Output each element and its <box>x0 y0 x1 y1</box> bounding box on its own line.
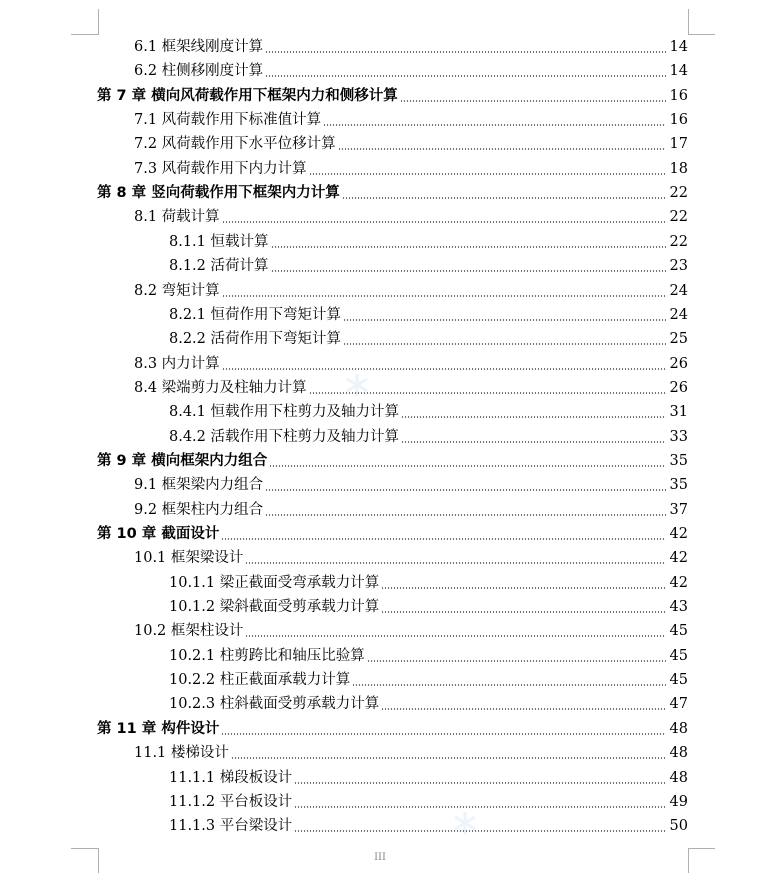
toc-dot-leader <box>245 635 666 637</box>
toc-page-number: 26 <box>669 379 688 396</box>
toc-subsection-entry[interactable] <box>169 570 688 592</box>
toc-chapter-entry[interactable] <box>97 716 688 738</box>
toc-entry-title: 6.1 框架线刚度计算 <box>134 39 264 55</box>
toc-page-number: 47 <box>669 696 688 713</box>
toc-page-number: 22 <box>669 209 688 226</box>
toc-page-number: 42 <box>669 526 688 542</box>
toc-entry-title: 7.2 风荷载作用下水平位移计算 <box>134 136 336 153</box>
toc-dot-leader <box>294 806 666 808</box>
toc-entry-title: 10.2.2 柱正截面承载力计算 <box>169 672 351 689</box>
toc-page-number: 42 <box>669 574 688 591</box>
toc-entry-title: 第 10 章 截面设计 <box>97 526 220 542</box>
toc-subsection-entry[interactable] <box>169 667 688 689</box>
toc-page-number: 45 <box>669 647 688 664</box>
toc-page-number: 24 <box>669 282 688 299</box>
toc-page-number: 48 <box>669 745 688 762</box>
toc-page-number: 23 <box>669 258 688 275</box>
toc-subsection-entry[interactable] <box>169 253 688 275</box>
toc-subsection-entry[interactable] <box>169 789 688 811</box>
toc-entry-title: 8.3 内力计算 <box>134 355 220 372</box>
toc-entry-title: 6.2 柱侧移刚度计算 <box>134 63 264 80</box>
toc-page-number: 14 <box>669 39 688 55</box>
toc-chapter-entry[interactable] <box>97 448 688 470</box>
toc-entry-title: 11.1.3 平台梁设计 <box>169 818 293 835</box>
toc-chapter-entry[interactable] <box>97 83 688 105</box>
toc-entry-title: 8.2.1 恒荷作用下弯矩计算 <box>169 306 342 323</box>
toc-page-number: 37 <box>669 501 688 518</box>
toc-dot-leader <box>231 757 666 759</box>
toc-dot-leader <box>294 782 666 784</box>
toc-entry-title: 7.1 风荷载作用下标准值计算 <box>134 112 322 129</box>
toc-dot-leader <box>221 538 666 540</box>
toc-section-entry[interactable] <box>134 351 688 373</box>
toc-page-number: 33 <box>669 428 688 445</box>
toc-page-number: 45 <box>669 623 688 640</box>
toc-dot-leader <box>222 221 666 223</box>
toc-entry-title: 9.1 框架梁内力组合 <box>134 477 264 494</box>
toc-section-entry[interactable] <box>134 618 688 640</box>
toc-entry-title: 8.1 荷载计算 <box>134 209 220 226</box>
toc-dot-leader <box>309 392 666 394</box>
toc-dot-leader <box>401 416 666 418</box>
toc-dot-leader <box>265 75 666 77</box>
toc-dot-leader <box>381 587 666 589</box>
toc-page-number: 16 <box>669 87 688 104</box>
crop-mark-top-left <box>71 9 99 35</box>
toc-dot-leader <box>343 319 666 321</box>
toc-chapter-entry[interactable] <box>97 180 688 202</box>
toc-entry-title: 11.1.2 平台板设计 <box>169 793 293 810</box>
toc-dot-leader <box>222 295 666 297</box>
toc-dot-leader <box>309 173 666 175</box>
toc-section-entry[interactable] <box>134 472 688 494</box>
toc-page-number: 50 <box>669 818 688 835</box>
toc-dot-leader <box>323 124 666 126</box>
toc-entry-title: 7.3 风荷载作用下内力计算 <box>134 160 307 177</box>
toc-entry-title: 8.4.1 恒载作用下柱剪力及轴力计算 <box>169 404 400 421</box>
toc-page-number: 16 <box>669 112 688 129</box>
toc-dot-leader <box>269 465 666 467</box>
toc-dot-leader <box>294 830 666 832</box>
toc-entry-title: 11.1 楼梯设计 <box>134 745 229 762</box>
toc-chapter-entry[interactable] <box>97 521 688 543</box>
toc-section-entry[interactable] <box>134 34 688 56</box>
toc-entry-title: 第 9 章 横向框架内力组合 <box>97 452 268 469</box>
toc-section-entry[interactable] <box>134 497 688 519</box>
toc-subsection-entry[interactable] <box>169 643 688 665</box>
toc-entry-title: 8.2 弯矩计算 <box>134 282 220 299</box>
toc-dot-leader <box>265 514 666 516</box>
toc-dot-leader <box>271 246 666 248</box>
toc-dot-leader <box>222 368 666 370</box>
toc-page-number: 35 <box>669 452 688 469</box>
toc-dot-leader <box>245 562 666 564</box>
toc-page-number: 14 <box>669 63 688 80</box>
toc-dot-leader <box>352 684 666 686</box>
toc-entry-title: 10.1.1 梁正截面受弯承载力计算 <box>169 574 380 591</box>
toc-dot-leader <box>265 51 666 53</box>
toc-section-entry[interactable] <box>134 740 688 762</box>
toc-dot-leader <box>343 343 666 345</box>
toc-section-entry[interactable] <box>134 375 688 397</box>
toc-dot-leader <box>342 197 666 199</box>
toc-section-entry[interactable] <box>134 278 688 300</box>
toc-subsection-entry[interactable] <box>169 765 688 787</box>
toc-page-number: 48 <box>669 769 688 786</box>
toc-dot-leader <box>221 733 666 735</box>
toc-subsection-entry[interactable] <box>169 229 688 251</box>
toc-page-number: 45 <box>669 672 688 689</box>
crop-mark-top-right <box>688 9 715 35</box>
toc-entry-title: 8.4 梁端剪力及柱轴力计算 <box>134 379 307 396</box>
toc-dot-leader <box>381 708 666 710</box>
toc-subsection-entry[interactable] <box>169 594 688 616</box>
toc-page-number: 17 <box>669 136 688 153</box>
toc-page-number: 31 <box>669 404 688 421</box>
toc-dot-leader <box>338 148 666 150</box>
toc-page-number: 22 <box>669 233 688 250</box>
toc-entry-title: 10.2.1 柱剪跨比和轴压比验算 <box>169 647 365 664</box>
toc-section-entry[interactable] <box>134 107 688 129</box>
toc-dot-leader <box>271 270 666 272</box>
toc-entry-title: 第 7 章 横向风荷载作用下框架内力和侧移计算 <box>97 87 398 104</box>
toc-entry-title: 9.2 框架柱内力组合 <box>134 501 264 518</box>
toc-entry-title: 10.1.2 梁斜截面受剪承载力计算 <box>169 599 380 616</box>
toc-entry-title: 8.1.1 恒载计算 <box>169 233 269 250</box>
toc-subsection-entry[interactable] <box>169 424 688 446</box>
toc-page-number: 43 <box>669 599 688 616</box>
toc-entry-title: 8.1.2 活荷计算 <box>169 258 269 275</box>
toc-page-number: 42 <box>669 550 688 567</box>
toc-section-entry[interactable] <box>134 545 688 567</box>
page-number-footer: III <box>374 852 386 863</box>
toc-page-number: 26 <box>669 355 688 372</box>
toc-subsection-entry[interactable] <box>169 302 688 324</box>
toc-subsection-entry[interactable] <box>169 813 688 835</box>
toc-dot-leader <box>367 660 666 662</box>
toc-page-number: 24 <box>669 306 688 323</box>
toc-entry-title: 第 8 章 竖向荷载作用下框架内力计算 <box>97 185 340 202</box>
toc-page-number: 22 <box>669 185 688 202</box>
toc-dot-leader <box>401 441 666 443</box>
toc-section-entry[interactable] <box>134 204 688 226</box>
toc-entry-title: 10.1 框架梁设计 <box>134 550 244 567</box>
toc-subsection-entry[interactable] <box>169 691 688 713</box>
toc-entry-title: 10.2 框架柱设计 <box>134 623 244 640</box>
toc-entry-title: 10.2.3 柱斜截面受剪承载力计算 <box>169 696 380 713</box>
toc-entry-title: 11.1.1 梯段板设计 <box>169 769 293 786</box>
toc-page-number: 49 <box>669 793 688 810</box>
toc-page-number: 25 <box>669 331 688 348</box>
toc-entry-title: 8.2.2 活荷作用下弯矩计算 <box>169 331 342 348</box>
toc-dot-leader <box>381 611 666 613</box>
toc-entry-title: 第 11 章 构件设计 <box>97 720 220 737</box>
toc-page-number: 35 <box>669 477 688 494</box>
toc-subsection-entry[interactable] <box>169 399 688 421</box>
toc-entry-title: 8.4.2 活载作用下柱剪力及轴力计算 <box>169 428 400 445</box>
toc-page-number: 18 <box>669 160 688 177</box>
toc-subsection-entry[interactable] <box>169 326 688 348</box>
toc-section-entry[interactable] <box>134 58 688 80</box>
toc-dot-leader <box>400 100 666 102</box>
toc-section-entry[interactable] <box>134 156 688 178</box>
toc-section-entry[interactable] <box>134 131 688 153</box>
toc-dot-leader <box>265 489 666 491</box>
toc-page-number: 48 <box>669 720 688 737</box>
